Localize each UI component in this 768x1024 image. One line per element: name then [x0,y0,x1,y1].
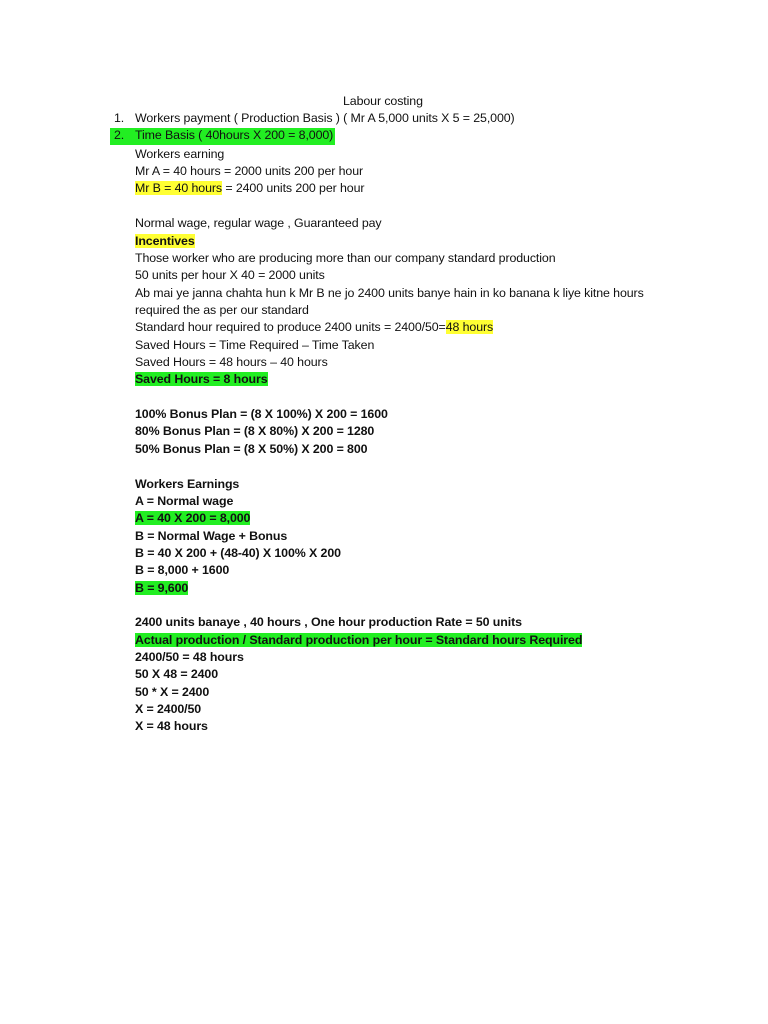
earnings-heading: Workers Earnings [135,477,240,491]
calc-line-5: 50 * X = 2400 [135,685,210,699]
incentives-line-2: 50 units per hour X 40 = 2000 units [135,268,325,282]
list-number-1: 1. [114,111,125,125]
mr-b-highlight: Mr B = 40 hours [135,181,222,195]
earnings-a1: A = Normal wage [135,494,234,508]
saved-hours-calc: Saved Hours = 48 hours – 40 hours [135,355,328,369]
list-item-2: Time Basis ( 40hours X 200 = 8,000) [135,128,334,142]
incentives-highlight: Incentives [135,234,195,248]
bonus-plan-50: 50% Bonus Plan = (8 X 50%) X 200 = 800 [135,442,368,456]
mr-b-line [135,180,364,197]
earnings-b3: B = 8,000 + 1600 [135,563,230,577]
standard-hour-line [135,319,493,336]
earnings-a2: A = 40 X 200 = 8,000 [135,511,251,525]
incentives-heading [135,233,195,250]
standard-hour-highlight: 48 hours [445,320,494,334]
earnings-b1: B = Normal Wage + Bonus [135,529,288,543]
earnings-b4: B = 9,600 [135,581,189,595]
list-number-2: 2. [114,128,125,142]
saved-hours-formula: Saved Hours = Time Required – Time Taken [135,338,375,352]
earnings-b2: B = 40 X 200 + (48-40) X 100% X 200 [135,546,341,560]
saved-hours-result: Saved Hours = 8 hours [135,372,268,386]
earnings-b4-line [135,580,188,597]
document-title: Labour costing [343,94,423,108]
workers-earning-heading: Workers earning [135,147,225,161]
standard-hour-text: Standard hour required to produce 2400 units = 2400/50= [135,320,446,334]
mr-b-rest: = 2400 units 200 per hour [222,181,365,195]
calc-line-3: 2400/50 = 48 hours [135,650,244,664]
incentives-line-3: Ab mai ye janna chahta hun k Mr B ne jo 2400 units banye hain in ko banana k liye kitne hours [135,286,644,300]
calc-line-2: Actual production / Standard production per hour = Standard hours Required [135,633,583,647]
bonus-plan-80: 80% Bonus Plan = (8 X 80%) X 200 = 1280 [135,424,375,438]
incentives-line-4: required the as per our standard [135,303,309,317]
wage-line: Normal wage, regular wage , Guaranteed pay [135,216,382,230]
saved-hours-result-line [135,371,268,388]
calc-line-6: X = 2400/50 [135,702,202,716]
calc-line-7: X = 48 hours [135,719,208,733]
mr-a-line: Mr A = 40 hours = 2000 units 200 per hour [135,164,364,178]
list-item-1: Workers payment ( Production Basis ) ( Mr A 5,000 units X 5 = 25,000) [135,111,515,125]
calc-line-4: 50 X 48 = 2400 [135,667,218,681]
earnings-a2-line [135,510,250,527]
calc-line-2-line [135,632,582,649]
incentives-line-1: Those worker who are producing more than our company standard production [135,251,556,265]
calc-line-1: 2400 units banaye , 40 hours , One hour production Rate = 50 units [135,615,522,629]
bonus-plan-100: 100% Bonus Plan = (8 X 100%) X 200 = 1600 [135,407,388,421]
